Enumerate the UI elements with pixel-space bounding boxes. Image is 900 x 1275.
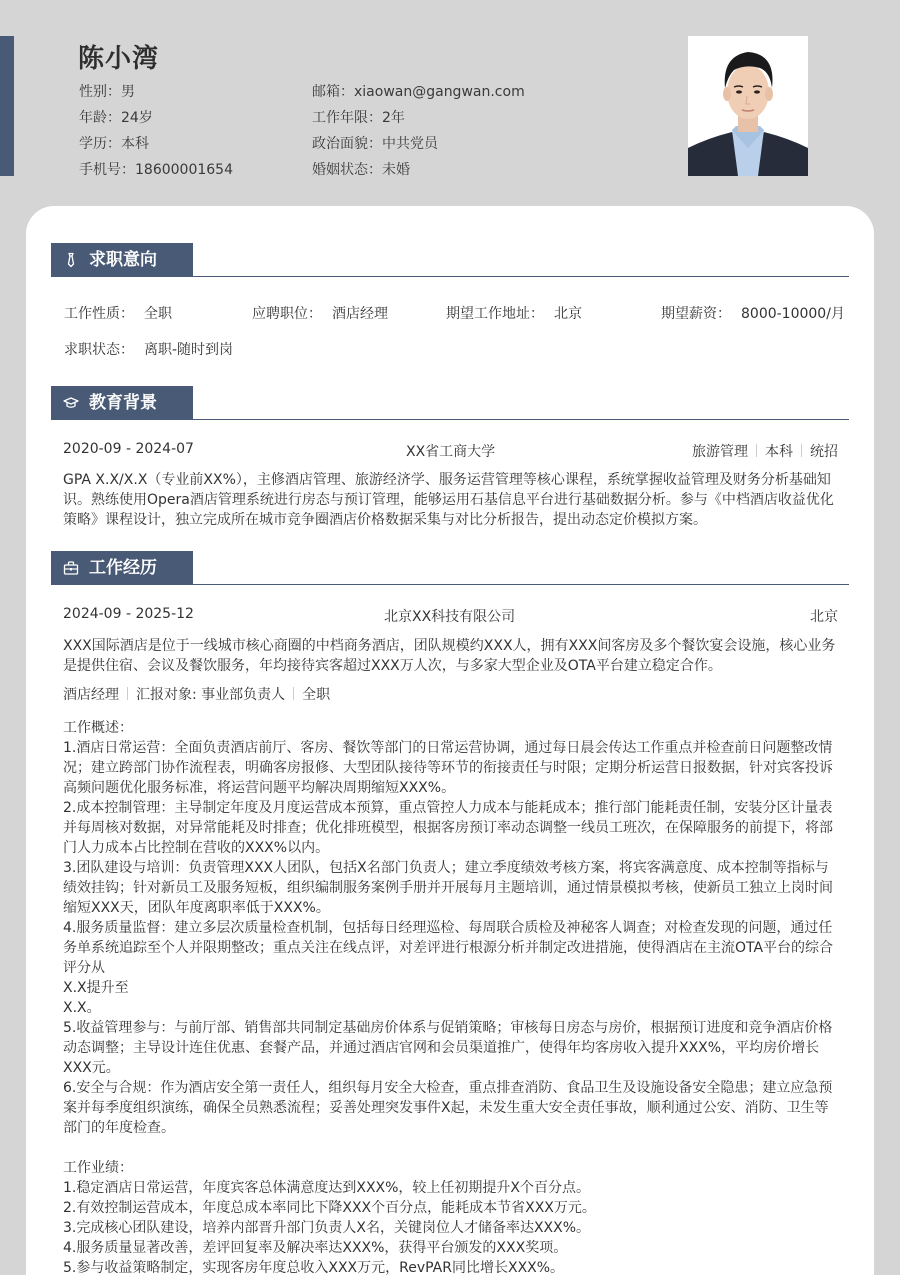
work-employment-type: 全职	[302, 687, 331, 703]
divider	[127, 687, 128, 700]
work-duty-item: X.X提升至	[63, 980, 129, 996]
section-header-work	[51, 551, 849, 585]
education-type: 统招	[810, 444, 838, 460]
section-title-job-intent: 求职意向	[51, 243, 193, 277]
divider	[801, 444, 802, 457]
work-position: 酒店经理	[63, 687, 119, 703]
info-work-years: 工作年限：2年	[312, 110, 405, 126]
company-intro: XXX国际酒店是位于一线城市核心商圈的中档商务酒店，团队规模约XXX人，拥有XXX间客房及多个餐饮宴会设施，核心业务是提供住宿、会议及餐饮服务，年均接待宾客超过XXX万人次，与多家大型企业及OTA平台建立稳定合作。	[63, 638, 836, 674]
work-duty-item: 2.成本控制管理：主导制定年度及月度运营成本预算，重点管控人力成本与能耗成本；推行部门能耗责任制，安装分区计量表并每周核对数据，对异常能耗及时排查；优化排班模型，根据客房预订率动态调整一线员工班次，在保障服务的前提下，将部门人力成本占比控制在营收的XXX%以内。	[63, 800, 833, 856]
basic-info-right	[312, 80, 525, 184]
work-duty-item: 4.服务质量监督：建立多层次质量检查机制，包括每日经理巡检、每周联合质检及神秘客人调查；对检查发现的问题，通过任务单系统追踪至个人并限期整改；重点关注在线点评，对差评进行根源分析并制定改进措施，使得酒店在主流OTA平台的综合评分从	[63, 920, 834, 976]
work-meta	[63, 684, 330, 704]
resume-card	[26, 206, 874, 1275]
field-location: 期望工作地址： 北京	[446, 306, 582, 322]
education-description: GPA X.X/X.X（专业前XX%），主修酒店管理、旅游经济学、服务运营管理等核心课程，系统掌握收益管理及财务分析基础知识。熟练使用Opera酒店管理系统进行房态与预订管理，能够运用石基信息平台进行基础数据分析。参与《中档酒店收益优化策略》课程设计，独立完成所在城市竞争圈酒店价格数据采集与对比分析报告，提出动态定价模拟方案。	[63, 472, 834, 528]
field-job-status: 求职状态： 离职-随时到岗	[64, 342, 234, 358]
achievement-item: 2.有效控制运营成本，年度总成本率同比下降XXX个百分点，能耗成本节省XXX万元。	[63, 1200, 596, 1216]
work-duty-item: 3.团队建设与培训：负责管理XXX人团队，包括X名部门负责人；建立季度绩效考核方案，将宾客满意度、成本控制等指标与绩效挂钩；针对新员工及服务短板，组织编制服务案例手册并开展每月主题培训，通过情景模拟考核，使新员工独立上岗时间缩短XXX天，团队年度离职率低于XXX%。	[63, 860, 833, 916]
profile-photo	[688, 36, 808, 176]
info-email: 邮箱：xiaowan@gangwan.com	[312, 84, 525, 100]
divider	[293, 687, 294, 700]
achievement-item: 3.完成核心团队建设，培养内部晋升部门负责人X名，关键岗位人才储备率达XXX%。	[63, 1220, 591, 1236]
work-achievements-heading: 工作业绩：	[63, 1160, 133, 1176]
tie-icon	[63, 252, 79, 268]
basic-info-left	[79, 80, 233, 184]
work-duty-item: 5.收益管理参与：与前厅部、销售部共同制定基础房价体系与促销策略；审核每日房态与房价，根据预订进度和竞争酒店价格动态调整；主导设计连住优惠、套餐产品，并通过酒店官网和会员渠道推广，使得年均客房收入提升XXX%，平均房价增长XXX元。	[63, 1020, 833, 1076]
work-duty-item: X.X。	[63, 1000, 101, 1016]
education-meta	[692, 441, 838, 461]
work-period: 2024-09 - 2025-12	[63, 606, 194, 622]
section-title-work: 工作经历	[51, 551, 193, 585]
achievement-item: 1.稳定酒店日常运营，年度宾客总体满意度达到XXX%，较上任初期提升X个百分点。	[63, 1180, 591, 1196]
blank-line	[63, 1138, 839, 1158]
education-school: XX省工商大学	[406, 444, 496, 460]
education-major: 旅游管理	[692, 444, 748, 460]
candidate-name: 陈小湾	[78, 44, 160, 74]
info-education: 学历：本科	[79, 136, 149, 152]
section-header-job-intent	[51, 243, 849, 277]
work-company: 北京XX科技有限公司	[384, 609, 516, 625]
education-period: 2020-09 - 2024-07	[63, 441, 194, 457]
info-marital-status: 婚姻状态：未婚	[312, 162, 410, 178]
info-phone: 手机号：18600001654	[79, 162, 233, 178]
work-details	[63, 718, 839, 1275]
field-salary: 期望薪资： 8000-10000/月	[661, 306, 845, 322]
achievement-item: 5.参与收益策略制定，实现客房年度总收入XXX万元，RevPAR同比增长XXX%。	[63, 1260, 565, 1275]
section-header-education	[51, 386, 849, 420]
field-job-type: 工作性质： 全职	[64, 306, 172, 322]
achievement-item: 4.服务质量显著改善，差评回复率及解决率达XXX%，获得平台颁发的XXX奖项。	[63, 1240, 568, 1256]
info-gender: 性别：男	[79, 84, 135, 100]
field-position: 应聘职位： 酒店经理	[252, 306, 388, 322]
education-degree: 本科	[765, 444, 793, 460]
work-summary-heading: 工作概述：	[63, 720, 133, 736]
person-portrait-icon	[688, 36, 808, 176]
briefcase-icon	[63, 560, 79, 576]
divider	[756, 444, 757, 457]
section-title-education: 教育背景	[51, 386, 193, 420]
info-age: 年龄：24岁	[79, 110, 153, 126]
work-duty-item: 6.安全与合规：作为酒店安全第一责任人，组织每月安全大检查，重点排查消防、食品卫生及设施设备安全隐患；建立应急预案并每季度组织演练，确保全员熟悉流程；妥善处理突发事件X起，未发生重大安全责任事故，顺利通过公安、消防、卫生等部门的年度检查。	[63, 1080, 833, 1136]
accent-bar	[0, 36, 14, 176]
work-location: 北京	[810, 609, 838, 625]
info-political-status: 政治面貌：中共党员	[312, 136, 438, 152]
graduation-cap-icon	[63, 395, 79, 411]
work-report-to: 汇报对象: 事业部负责人	[136, 687, 286, 703]
work-duty-item: 1.酒店日常运营：全面负责酒店前厅、客房、餐饮等部门的日常运营协调，通过每日晨会传达工作重点并检查前日问题整改情况；建立跨部门协作流程表，明确客房报修、大型团队接待等环节的衔接责任与时限；定期分析运营日报数据，针对宾客投诉高频问题优化服务标准，将运营问题平均解决周期缩短XXX%。	[63, 740, 833, 796]
